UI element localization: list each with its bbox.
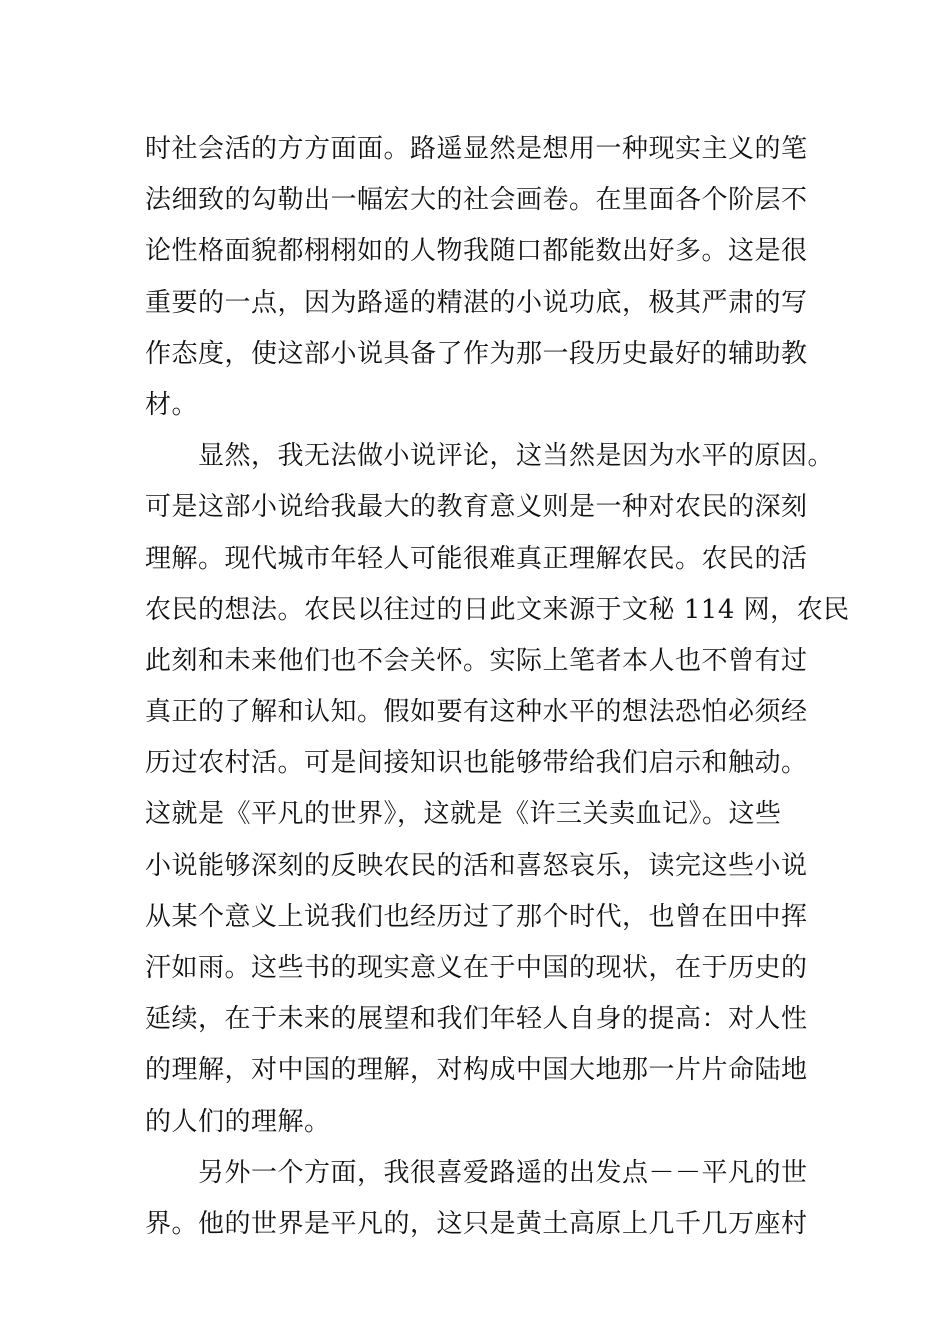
text-line: 法细致的勾勒出一幅宏大的社会画卷。在里面各个阶层不 [145,185,808,216]
text-line: 材。 [145,389,199,420]
text-line: 的人们的理解。 [145,1106,331,1137]
text-line: 历过农村活。可是间接知识也能够带给我们启示和触动。 [145,748,808,779]
text-line: 可是这部小说给我最大的教育意义则是一种对农民的深刻 [145,492,808,523]
text-line: 汗如雨。这些书的现实意义在于中国的现状，在于历史的 [145,953,808,983]
text-line: 延续，在于未来的展望和我们年轻人自身的提高：对人性 [145,1004,808,1035]
text-line: 重要的一点，因为路遥的精湛的小说功底，极其严肃的写 [145,287,808,318]
text-line: 真正的了解和认知。假如要有这种水平的想法恐怕必须经 [145,697,808,728]
text-line: 另外一个方面，我很喜爱路遥的出发点－－平凡的世 [145,1157,808,1188]
text-line: 作态度，使这部小说具备了作为那一段历史最好的辅助教 [145,338,808,369]
text-line: 界。他的世界是平凡的，这只是黄土高原上几千几万座村 [145,1208,808,1239]
text-line: 此刻和未来他们也不会关怀。实际上笔者本人也不曾有过 [145,645,808,676]
text-line: 时社会活的方方面面。路遥显然是想用一种现实主义的笔 [145,134,808,164]
text-line: 小说能够深刻的反映农民的活和喜怒哀乐，读完这些小说 [145,850,808,881]
text-line: 从某个意义上说我们也经历过了那个时代，也曾在田中挥 [145,901,808,932]
text-line: 这就是《平凡的世界》，这就是《许三关卖血记》。这些 [145,799,782,830]
text-line: 的理解，对中国的理解，对构成中国大地那一片片命陆地 [145,1055,808,1086]
text-line: 农民的想法。农民以往过的日此文来源于文秘 114 网，农民 [145,594,850,625]
document-body [145,124,850,1250]
text-line: 理解。现代城市年轻人可能很难真正理解农民。农民的活 [145,543,808,574]
text-line: 论性格面貌都栩栩如的人物我随口都能数出好多。这是很 [145,236,808,267]
text-line: 显然，我无法做小说评论，这当然是因为水平的原因。 [145,441,835,472]
